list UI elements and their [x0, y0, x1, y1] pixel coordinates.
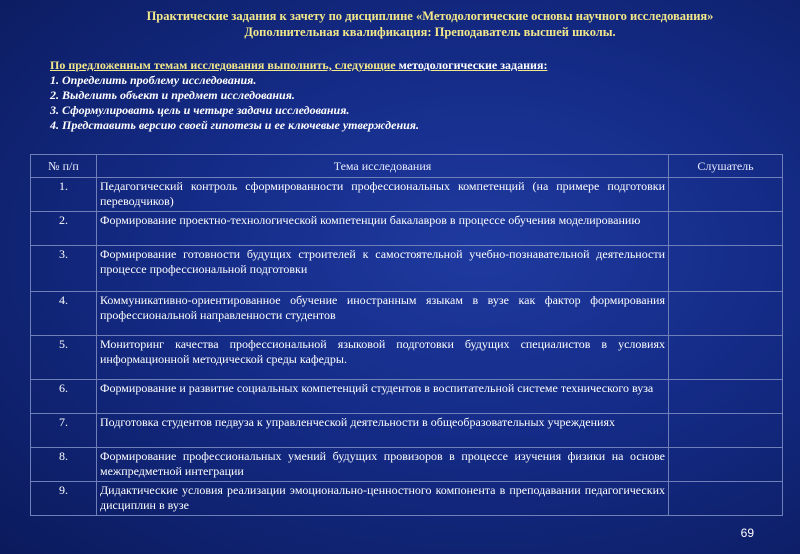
page-number: 69: [740, 526, 754, 540]
table-row: [31, 292, 783, 336]
table-row: [31, 380, 783, 414]
task-item-3: 3. Сформулировать цель и четыре задачи исследования.: [50, 103, 350, 117]
table-row: [31, 448, 783, 482]
slide-title: [60, 8, 800, 40]
row-number: 3.: [31, 246, 97, 292]
row-topic: Формирование и развитие социальных компетенций студентов в воспитательной системе технического вуза: [97, 380, 669, 414]
row-student: [669, 414, 783, 448]
header-number: № п/п: [31, 155, 97, 178]
task-item-2: 2. Выделить объект и предмет исследования.: [50, 88, 295, 102]
table-row: [31, 414, 783, 448]
row-student: [669, 212, 783, 246]
task-item-1: 1. Определить проблему исследования.: [50, 73, 257, 87]
table-row: [31, 178, 783, 212]
row-number: 7.: [31, 414, 97, 448]
row-number: 1.: [31, 178, 97, 212]
header-student: Слушатель: [669, 155, 783, 178]
row-number: 2.: [31, 212, 97, 246]
row-topic: Формирование профессиональных умений будущих провизоров в процессе изучения физики на основе межпредметной интеграции: [97, 448, 669, 482]
table-row: [31, 482, 783, 516]
row-number: 6.: [31, 380, 97, 414]
row-topic: Формирование проектно-технологической компетенции бакалавров в процессе обучения моделированию: [97, 212, 669, 246]
row-student: [669, 448, 783, 482]
row-topic: Коммуникативно-ориентированное обучение иностранным языкам в вузе как фактор формирования профессиональной направленности студентов: [97, 292, 669, 336]
task-intro-highlight: методологические задания:: [398, 58, 548, 72]
row-student: [669, 292, 783, 336]
task-instructions: [50, 58, 770, 133]
topics-table: [30, 154, 783, 516]
row-topic: Мониторинг качества профессиональной языковой подготовки будущих специалистов в условиях информационной методической среды кафедры.: [97, 336, 669, 380]
row-topic: Педагогический контроль сформированности профессиональных компетенций (на примере подготовки переводчиков): [97, 178, 669, 212]
title-line-2: Дополнительная квалификация: Преподаватель высшей школы.: [244, 25, 616, 39]
row-number: 4.: [31, 292, 97, 336]
table-row: [31, 246, 783, 292]
title-line-1: Практические задания к зачету по дисциплине «Методологические основы научного исследования»: [146, 9, 714, 23]
task-item-4: 4. Представить версию своей гипотезы и ее ключевые утверждения.: [50, 118, 419, 132]
row-student: [669, 380, 783, 414]
row-number: 9.: [31, 482, 97, 516]
row-number: 8.: [31, 448, 97, 482]
row-topic: Формирование готовности будущих строителей к самостоятельной учебно-познавательной деятельности процессе профессиональной подготовки: [97, 246, 669, 292]
row-student: [669, 178, 783, 212]
row-topic: Дидактические условия реализации эмоционально-ценностного компонента в преподавании педагогических дисциплин в вузе: [97, 482, 669, 516]
row-student: [669, 246, 783, 292]
table-header-row: [31, 155, 783, 178]
header-topic: Тема исследования: [97, 155, 669, 178]
task-intro: [50, 58, 770, 73]
row-topic: Подготовка студентов педвуза к управленческой деятельности в общеобразовательных учреждениях: [97, 414, 669, 448]
row-student: [669, 336, 783, 380]
table-row: [31, 212, 783, 246]
table-row: [31, 336, 783, 380]
row-student: [669, 482, 783, 516]
task-intro-text: По предложенным темам исследования выполнить, следующие: [50, 58, 399, 72]
row-number: 5.: [31, 336, 97, 380]
